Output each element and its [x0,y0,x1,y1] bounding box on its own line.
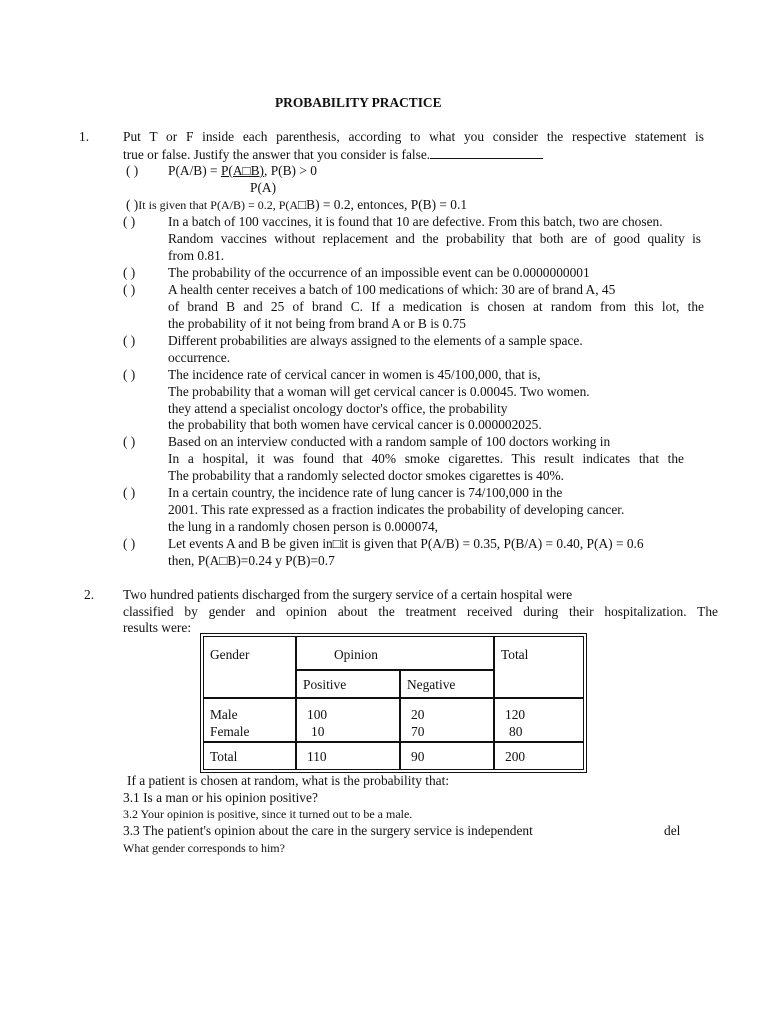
question-1-number: 1. [79,129,90,144]
item1-denominator: P(A) [250,180,277,195]
cell-negative [399,697,493,741]
row-labels [204,697,295,741]
header-total-blank [493,669,583,697]
female-total: 80 [509,723,523,739]
cell-total [493,697,583,741]
item2-rest: □B) = 0.2, entonces, P(B) = 0.1 [298,197,468,212]
item4-text: The probability of the occurrence of an impossible event can be 0.0000000001 [168,265,590,280]
item6-line2: occurrence. [168,350,231,365]
q2-line1: Two hundred patients discharged from the surgery service of a certain hospital were [123,587,573,602]
answer-underline [430,146,543,159]
item3-line2: Random vaccines without replacement and the probability that both are of good quality is [168,231,701,246]
male-total: 120 [505,707,526,722]
header-blank [204,669,295,697]
item5-paren: ( ) [123,282,136,297]
header-gender: Gender [210,647,250,662]
q3-2: 3.2 Your opinion is positive, since it turned out to be a male. [123,807,413,821]
item10-line2: then, P(A□B)=0.24 y P(B)=0.7 [168,553,335,568]
item2-line [126,197,467,214]
q2-line3: results were: [123,620,192,635]
item6-paren: ( ) [123,333,136,348]
q3-1: 3.1 Is a man or his opinion positive? [123,790,318,805]
item7-line2: The probability that a woman will get cervical cancer is 0.00045. Two women. [168,384,590,399]
item2-paren: ( ) [126,197,139,212]
item8-line3: The probability that a randomly selected doctor smokes cigarettes is 40%. [168,468,565,483]
header-total: Total [493,637,583,669]
q3-3-del: del [664,823,681,838]
item1-numerator: P(A□B) [220,163,264,178]
item9-line1: In a certain country, the incidence rate of lung cancer is 74/100,000 in the [168,485,563,500]
female-negative: 70 [411,723,425,739]
total-positive: 110 [295,741,399,769]
male-negative: 20 [411,707,425,722]
row-female: Female [210,723,250,739]
q1-intro-line2 [123,146,543,164]
item10-paren: ( ) [123,536,136,551]
header-negative: Negative [399,669,493,697]
item1-lhs: P(A/B) = [168,163,221,178]
q3-3: 3.3 The patient's opinion about the care in the surgery service is independent [123,823,533,838]
item10-line1: Let events A and B be given in□it is given that P(A/B) = 0.35, P(B/A) = 0.40, P(A) = 0.6 [168,536,644,551]
item2-given: It is given that P(A/B) = 0.2, P(A [138,198,299,212]
row-male: Male [210,707,238,722]
item9-paren: ( ) [123,485,136,500]
q3-3-line2: What gender corresponds to him? [123,841,285,855]
item3-line1: In a batch of 100 vaccines, it is found that 10 are defective. From this batch, two are chosen. [168,214,663,229]
item6-line1: Different probabilities are always assigned to the elements of a sample space. [168,333,583,348]
row-total-label: Total [204,741,295,769]
page-title: PROBABILITY PRACTICE [275,95,442,110]
header-positive: Positive [295,669,399,697]
q1-intro-text: true or false. Justify the answer that you consider is false. [123,147,431,162]
item1-statement [168,163,317,180]
contingency-table [203,636,584,770]
grand-total: 200 [493,741,583,769]
item8-paren: ( ) [123,434,136,449]
header-opinion: Opinion [295,637,493,669]
item7-paren: ( ) [123,367,136,382]
item7-line1: The incidence rate of cervical cancer in women is 45/100,000, that is, [168,367,541,382]
item4-paren: ( ) [123,265,136,280]
q2-line2: classified by gender and opinion about the treatment received during their hospitalization. The [123,604,718,619]
item1-condition: , P(B) > 0 [264,163,317,178]
female-positive: 10 [311,723,325,739]
male-positive: 100 [307,707,328,722]
item5-line3: the probability of it not being from brand A or B is 0.75 [168,316,466,331]
item5-line2: of brand B and 25 of brand C. If a medication is chosen at random from this lot, the [168,299,704,314]
question-2-number: 2. [84,587,95,602]
item9-line3: the lung in a randomly chosen person is 0.000074, [168,519,439,534]
q1-intro-line1: Put T or F inside each parenthesis, according to what you consider the respective statement is [123,129,704,144]
item3-paren: ( ) [123,214,136,229]
item8-line2: In a hospital, it was found that 40% smoke cigarettes. This result indicates that the [168,451,684,466]
cell-positive [295,697,399,741]
item1-paren: ( ) [126,163,139,178]
q2-followup: If a patient is chosen at random, what is the probability that: [127,773,450,788]
item3-line3: from 0.81. [168,248,225,263]
item5-line1: A health center receives a batch of 100 medications of which: 30 are of brand A, 45 [168,282,616,297]
total-negative: 90 [399,741,493,769]
item9-line2: 2001. This rate expressed as a fraction indicates the probability of developing cancer. [168,502,625,517]
item7-line3: they attend a specialist oncology doctor's office, the probability [168,401,508,416]
item7-line4: the probability that both women have cervical cancer is 0.000002025. [168,417,542,432]
item8-line1: Based on an interview conducted with a random sample of 100 doctors working in [168,434,611,449]
